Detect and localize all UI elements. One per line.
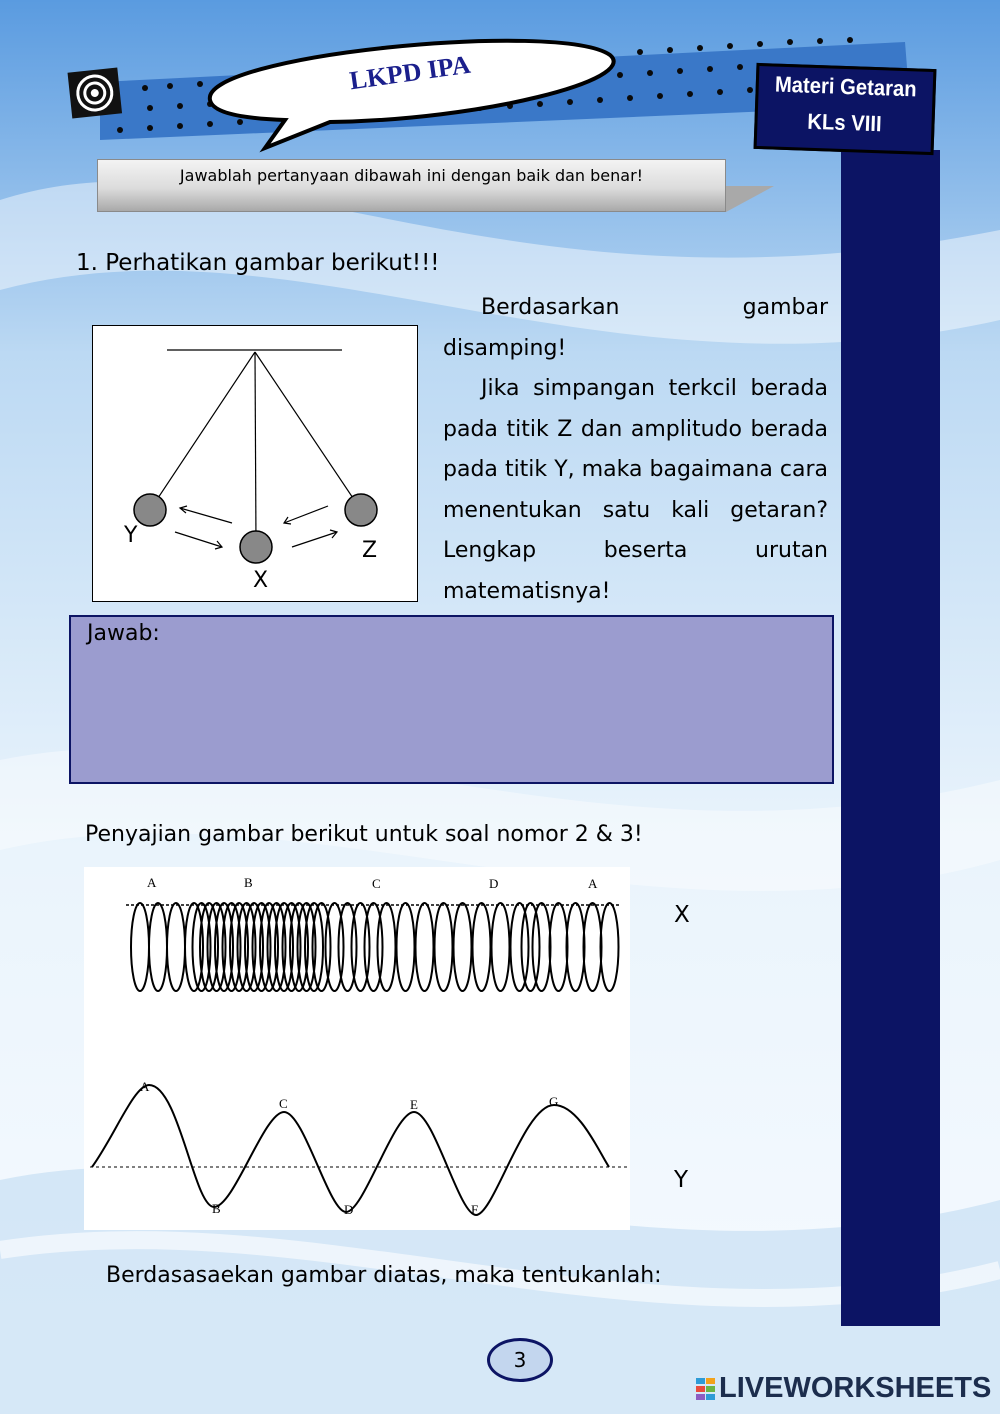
page-number: 3 bbox=[487, 1338, 553, 1382]
branding-icon bbox=[696, 1378, 716, 1400]
closing-instruction: Berdasasaekan gambar diatas, maka tentukanlah: bbox=[106, 1263, 662, 1288]
bob-z bbox=[345, 494, 377, 526]
bob-y bbox=[134, 494, 166, 526]
svg-text:G: G bbox=[549, 1094, 559, 1109]
figure-intro-text: Penyajian gambar berikut untuk soal nomor 2 & 3! bbox=[85, 822, 643, 847]
subject-box bbox=[754, 63, 937, 155]
svg-text:B: B bbox=[212, 1201, 221, 1216]
label-y: Y bbox=[124, 523, 138, 548]
pendulum-figure bbox=[92, 325, 418, 603]
bob-x bbox=[240, 531, 272, 563]
figure-label-y: Y bbox=[674, 1167, 689, 1193]
svg-text:C: C bbox=[279, 1096, 288, 1111]
question-1-paragraph-1: Berdasarkan gambar disamping! bbox=[443, 295, 828, 361]
svg-text:D: D bbox=[489, 876, 499, 891]
question-1-heading: 1. Perhatikan gambar berikut!!! bbox=[76, 250, 440, 276]
svg-text:A: A bbox=[588, 876, 598, 891]
instruction-arrow-tail bbox=[726, 186, 776, 214]
svg-text:F: F bbox=[471, 1202, 479, 1217]
instruction-banner: Jawablah pertanyaan dibawah ini dengan baik dan benar! bbox=[97, 159, 726, 212]
question-1-text bbox=[443, 288, 828, 612]
svg-text:A: A bbox=[147, 875, 157, 890]
branding-text: LIVEWORKSHEETS bbox=[719, 1372, 992, 1404]
branding-logo bbox=[696, 1372, 991, 1405]
target-icon bbox=[68, 68, 123, 119]
answer-box[interactable] bbox=[69, 615, 834, 784]
svg-text:A: A bbox=[140, 1079, 150, 1094]
label-x: X bbox=[253, 568, 269, 593]
svg-text:D: D bbox=[344, 1202, 354, 1217]
spring-wave-figure bbox=[84, 867, 630, 1230]
subject-line-2: KLs VIII bbox=[806, 108, 883, 137]
page-title: LKPD IPA bbox=[347, 49, 473, 96]
svg-text:E: E bbox=[410, 1097, 418, 1112]
svg-text:C: C bbox=[372, 876, 381, 891]
svg-text:B: B bbox=[244, 875, 253, 890]
figure-label-x: X bbox=[674, 902, 690, 928]
right-side-bar bbox=[841, 150, 940, 1326]
label-z: Z bbox=[362, 538, 378, 563]
answer-label: Jawab: bbox=[87, 621, 160, 646]
subject-line-1: Materi Getaran bbox=[774, 71, 918, 102]
question-1-paragraph-2: Jika simpangan terkcil berada pada titik Z dan amplitudo berada pada titik Y, maka bagaimana cara menentukan satu kali getaran? Lengkap beserta urutan matematisnya! bbox=[443, 376, 828, 604]
